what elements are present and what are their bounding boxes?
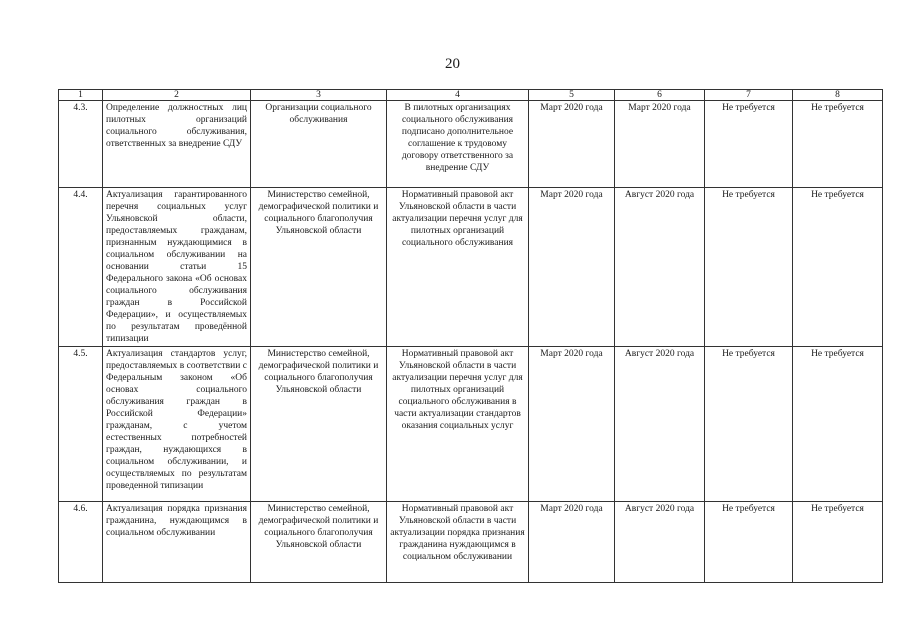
table-row (59, 188, 883, 347)
column-7-cell: Не требуется (705, 101, 793, 188)
page-number: 20 (445, 56, 460, 72)
event-cell: Актуализация порядка признания гражданина, нуждающимся в социальном обслуживании (103, 502, 251, 583)
column-7-cell: Не требуется (705, 502, 793, 583)
result-cell: Нормативный правовой акт Ульяновской области в части актуализации порядка признания гражданина нуждающимся в социальном обслуживании (387, 502, 529, 583)
header-row (59, 90, 883, 101)
start-date-cell: Март 2020 года (529, 188, 615, 347)
table-row (59, 347, 883, 502)
column-8-cell: Не требуется (793, 502, 883, 583)
column-header-7: 7 (705, 90, 793, 101)
end-date-cell: Август 2020 года (615, 347, 705, 502)
column-8-cell: Не требуется (793, 188, 883, 347)
result-cell: В пилотных организациях социального обслуживания подписано дополнительное соглашение к трудовому договору ответственного за внедрение СДУ (387, 101, 529, 188)
row-number: 4.6. (59, 502, 103, 583)
column-header-8: 8 (793, 90, 883, 101)
column-8-cell: Не требуется (793, 101, 883, 188)
column-header-2: 2 (103, 90, 251, 101)
end-date-cell: Август 2020 года (615, 188, 705, 347)
start-date-cell: Март 2020 года (529, 347, 615, 502)
end-date-cell: Август 2020 года (615, 502, 705, 583)
result-cell: Нормативный правовой акт Ульяновской области в части актуализации перечня услуг для пилотных организаций социального обслуживания в части актуализации стандартов оказания социальных услуг (387, 347, 529, 502)
plan-table (58, 89, 883, 583)
row-number: 4.3. (59, 101, 103, 188)
executor-cell: Министерство семейной, демографической политики и социального благополучия Ульяновской области (251, 188, 387, 347)
column-8-cell: Не требуется (793, 347, 883, 502)
row-number: 4.4. (59, 188, 103, 347)
event-cell: Актуализация гарантированного перечня социальных услуг Ульяновской области, предоставляемых гражданам, признанным нуждающимися в социальном обслуживании на основании статьи 15 Федерального закона «Об основах социального обслуживания граждан в Российской Федерации», и осуществляемых по результатам проведённой типизации (103, 188, 251, 347)
event-cell: Актуализация стандартов услуг, предоставляемых в соответствии с Федеральным законом «Об основах социального обслуживания граждан в Российской Федерации» гражданам, с учетом естественных потребностей граждан, нуждающихся в социальном обслуживании, и осуществляемых по результатам проведенной типизации (103, 347, 251, 502)
column-header-3: 3 (251, 90, 387, 101)
end-date-cell: Март 2020 года (615, 101, 705, 188)
table-row (59, 502, 883, 583)
executor-cell: Министерство семейной, демографической политики и социального благополучия Ульяновской области (251, 502, 387, 583)
column-header-1: 1 (59, 90, 103, 101)
column-header-5: 5 (529, 90, 615, 101)
table-row (59, 101, 883, 188)
executor-cell: Министерство семейной, демографической политики и социального благополучия Ульяновской области (251, 347, 387, 502)
row-number: 4.5. (59, 347, 103, 502)
column-7-cell: Не требуется (705, 347, 793, 502)
column-header-4: 4 (387, 90, 529, 101)
executor-cell: Организации социального обслуживания (251, 101, 387, 188)
event-cell: Определение должностных лиц пилотных организаций социального обслуживания, ответственных за внедрение СДУ (103, 101, 251, 188)
start-date-cell: Март 2020 года (529, 101, 615, 188)
start-date-cell: Март 2020 года (529, 502, 615, 583)
result-cell: Нормативный правовой акт Ульяновской области в части актуализации перечня услуг для пилотных организаций социального обслуживания (387, 188, 529, 347)
column-header-6: 6 (615, 90, 705, 101)
column-7-cell: Не требуется (705, 188, 793, 347)
